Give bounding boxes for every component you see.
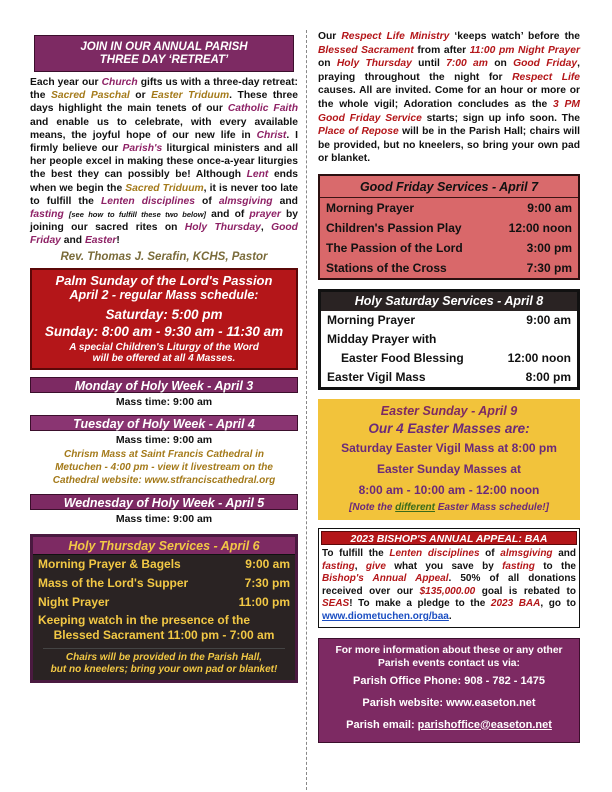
palm-sunday-subtitle: April 2 - regular Mass schedule: (69, 287, 259, 302)
easter-sunday-box (318, 399, 580, 520)
respect-life-paragraph: Our Respect Life Ministry ‘keeps watch’ before the Blessed Sacrament from after 11:00 pm Night Prayer on Holy Thursday until 7:00 am on Good Friday, praying throughout the night for Respect Life causes. All are invited. Come for an hour or more or the whole vigil; Adoration concludes as the 3 PM Good Friday Service starts; sign up info soon. The Place of Repose will be in the Parish Hall; chairs will be provided, but no kneelers, so bring your own pad or blanket. (318, 31, 581, 165)
easter-sunday-times: 8:00 am - 10:00 am - 12:00 noon (358, 482, 540, 497)
tuesday-header: Tuesday of Holy Week - April 4 (30, 415, 298, 431)
keeping-watch-line2: Blessed Sacrament 11:00 pm - 7:00 am (53, 627, 275, 642)
easter-vigil-mass: Saturday Easter Vigil Mass at 8:00 pm (341, 440, 557, 455)
bishops-appeal-text: To fulfill the Lenten disciplines of almsgiving and fasting, give what you save by fasting to the Bishop's Annual Appeal. 50% of all donations received over our $135,000.00 goal is rebated to SEAS! To make a pledge to the 2023 BAA, go to www.diometuchen.org/baa. (322, 547, 576, 622)
retreat-header-line1: JOIN IN OUR ANNUAL PARISH (80, 41, 248, 53)
holy-saturday-box (318, 289, 580, 390)
schedule-row: Night Prayer 11:00 pm (38, 594, 290, 609)
schedule-row: Mass of the Lord's Supper 7:30 pm (38, 575, 290, 590)
monday-mass-time: Mass time: 9:00 am (115, 395, 213, 408)
contact-intro-line1: For more information about these or any other (335, 644, 563, 656)
palm-saturday-time: Saturday: 5:00 pm (105, 306, 223, 322)
chrism-mass-note: Chrism Mass at Saint Francis Cathedral in Metuchen - 4:00 pm - view it livestream on the Cathedral website: www.stfranciscathedral.org (52, 448, 276, 486)
wednesday-header: Wednesday of Holy Week - April 5 (30, 494, 298, 510)
palm-sunday-title: Palm Sunday of the Lord's Passion (55, 272, 273, 288)
easter-sunday-header: Easter Sunday - April 9 (380, 403, 518, 418)
divider (43, 648, 285, 649)
good-friday-box (318, 174, 580, 280)
keeping-watch-line1: Keeping watch in the presence of the (38, 612, 251, 627)
retreat-paragraph: Each year our Church gifts us with a three-day retreat: the Sacred Paschal or Easter Triduum. These three days highlight the main tenets of our Catholic Faith and enable us to celebrate, with every available means, the joyful hope of our new life in Christ. I firmly believe our Parish's liturgical ministers and all her people excel in making these once-a-year liturgies the best they can possibly be! Although Lent ends when we begin the Sacred Triduum, it is never too late to fulfill the Lenten disciplines of almsgiving and fasting [see how to fulfill these two below] and of prayer by joining our sacred rites on Holy Thursday, Good Friday and Easter! (30, 77, 299, 247)
right-column (318, 30, 580, 743)
schedule-row: Stations of the Cross 7:30 pm (326, 260, 572, 275)
easter-masses-title: Our 4 Easter Masses are: (368, 420, 530, 436)
schedule-row-label: Midday Prayer with (327, 331, 437, 346)
easter-schedule-note: [Note the different Easter Mass schedule!] (349, 501, 549, 513)
chairs-note: Chairs will be provided in the Parish Hall, but no kneelers; bring your own pad or blanket! (50, 651, 278, 675)
left-column (30, 30, 298, 683)
retreat-header (34, 35, 294, 72)
retreat-header-line2: THREE DAY ‘RETREAT’ (99, 54, 229, 66)
parish-phone: Parish Office Phone: 908 - 782 - 1475 (353, 674, 545, 687)
contact-box (318, 638, 580, 743)
palm-sunday-box (30, 268, 298, 370)
schedule-row: Morning Prayer & Bagels 9:00 am (38, 556, 290, 571)
holy-thursday-box (30, 534, 298, 683)
holy-saturday-header: Holy Saturday Services - April 8 (321, 292, 577, 311)
column-divider (306, 30, 307, 790)
contact-intro-line2: Parish events contact us via: (378, 657, 520, 669)
parish-email-link[interactable]: parishoffice@easeton.net (417, 718, 552, 731)
schedule-row: Children's Passion Play 12:00 noon (326, 220, 572, 235)
bishops-appeal-header: 2023 BISHOP'S ANNUAL APPEAL: BAA (321, 531, 577, 545)
monday-header: Monday of Holy Week - April 3 (30, 377, 298, 393)
schedule-row: The Passion of the Lord 3:00 pm (326, 240, 572, 255)
childrens-liturgy-note: A special Children's Liturgy of the Word (69, 341, 259, 353)
palm-sunday-times: Sunday: 8:00 am - 9:30 am - 11:30 am (44, 323, 284, 339)
childrens-liturgy-note-2: will be offered at all 4 Masses. (92, 352, 236, 364)
pastor-signature: Rev. Thomas J. Serafin, KCHS, Pastor (60, 250, 268, 263)
easter-sunday-masses-label: Easter Sunday Masses at (376, 461, 522, 476)
good-friday-header: Good Friday Services - April 7 (320, 176, 578, 198)
holy-thursday-header: Holy Thursday Services - April 6 (33, 537, 295, 555)
schedule-row: Easter Vigil Mass 8:00 pm (327, 369, 571, 384)
parish-website: Parish website: www.easeton.net (362, 696, 536, 709)
schedule-row: Morning Prayer 9:00 am (326, 200, 572, 215)
wednesday-mass-time: Mass time: 9:00 am (115, 512, 213, 525)
bishops-appeal-box (318, 528, 580, 628)
schedule-row: Morning Prayer 9:00 am (327, 312, 571, 327)
parish-email: Parish email: parishoffice@easeton.net (346, 718, 552, 731)
schedule-row: Easter Food Blessing 12:00 noon (341, 350, 571, 365)
baa-link[interactable]: www.diometuchen.org/baa (322, 610, 449, 622)
tuesday-mass-time: Mass time: 9:00 am (115, 433, 213, 446)
